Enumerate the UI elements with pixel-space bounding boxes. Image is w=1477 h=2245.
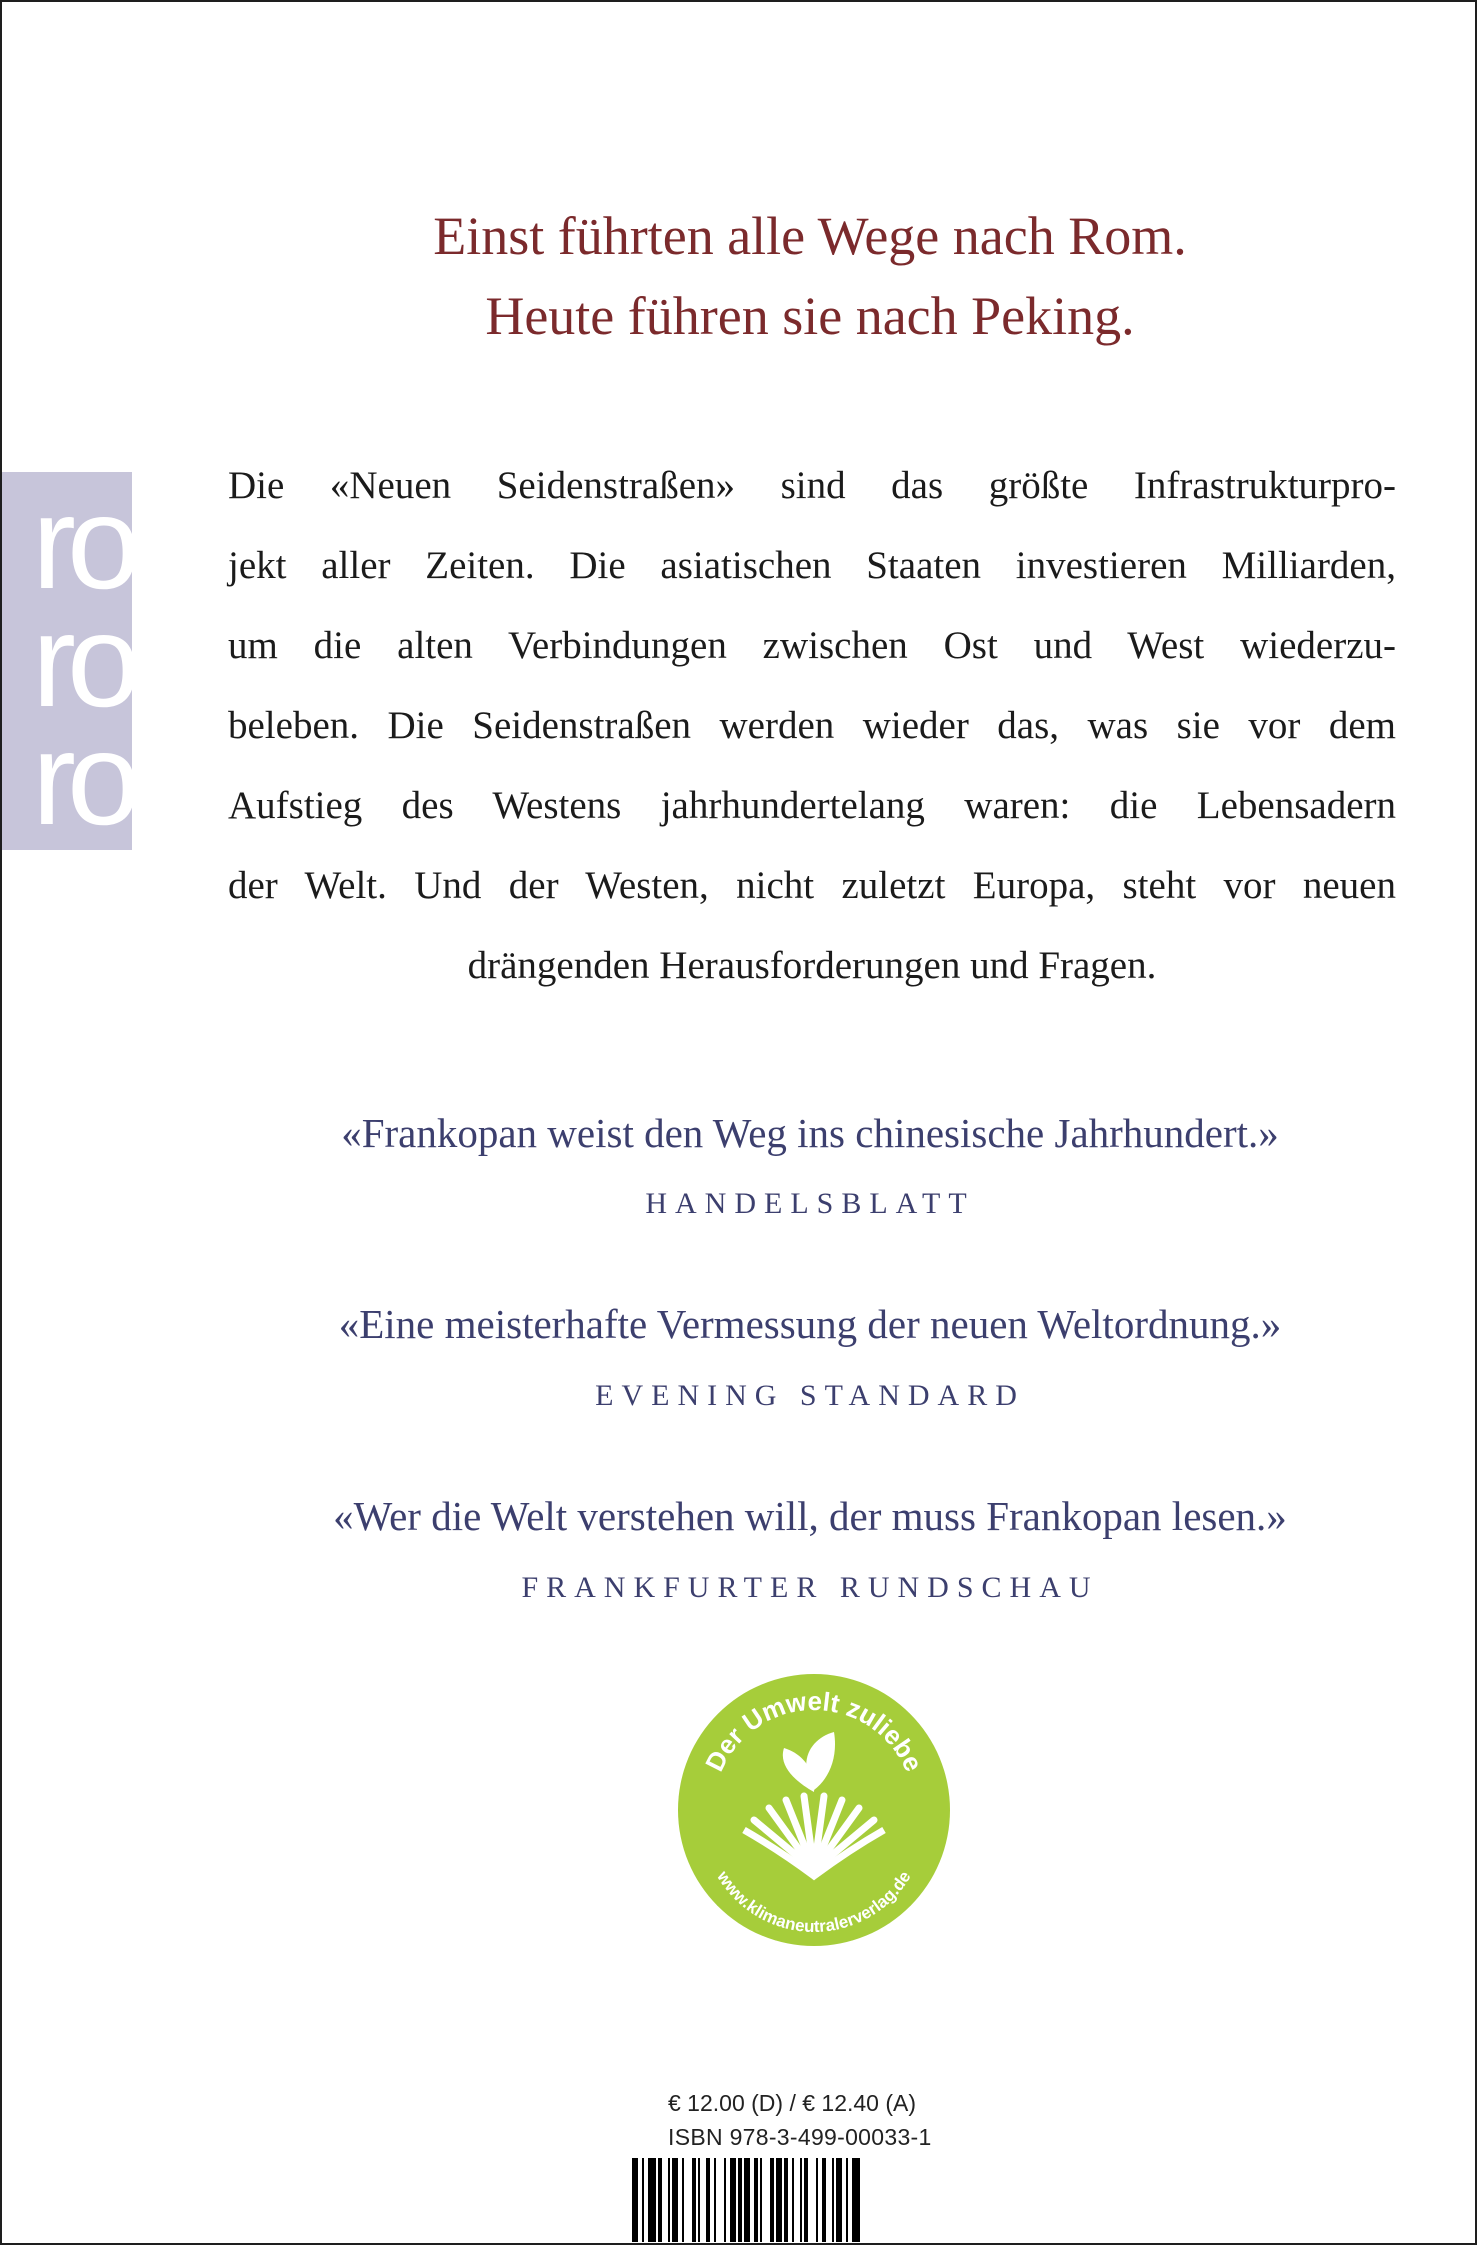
barcode-bar	[792, 2158, 794, 2242]
blurb-line-2: jekt aller Zeiten. Die asiatischen Staaten investieren Milliarden,	[228, 544, 1396, 587]
headline-line-2: Heute führen sie nach Peking.	[485, 286, 1135, 346]
barcode-bar	[852, 2158, 860, 2242]
barcode-bar	[714, 2158, 716, 2242]
price: € 12.00 (D) / € 12.40 (A)	[668, 2090, 917, 2116]
barcode-bar	[738, 2158, 742, 2242]
barcode-bar	[692, 2158, 696, 2242]
barcode-bar	[724, 2158, 726, 2242]
barcode-bar	[836, 2158, 842, 2242]
barcode-bar	[744, 2158, 750, 2242]
barcode-bar	[800, 2158, 802, 2242]
blurb-line-5: Aufstieg des Westens jahrhundertelang waren: die Lebensadern	[228, 784, 1396, 827]
quote-3: «Wer die Welt verstehen will, der muss Frankopan lesen.»	[333, 1493, 1287, 1539]
barcode-bar	[804, 2158, 808, 2242]
barcode-bar	[832, 2158, 834, 2242]
barcode-bar	[822, 2158, 826, 2242]
barcode-bar	[770, 2158, 774, 2242]
rororo-logo	[2, 472, 132, 850]
barcode-bar	[698, 2158, 700, 2242]
eco-badge-bottom-text: www.klimaneutralerverlag.de	[713, 1867, 915, 1937]
barcode-bar	[632, 2158, 638, 2242]
barcode-bar	[784, 2158, 788, 2242]
barcode-bar	[672, 2158, 678, 2242]
quote-3-source: FRANKFURTER RUNDSCHAU	[521, 1571, 1099, 1604]
barcode-bar	[760, 2158, 762, 2242]
eco-badge	[674, 1670, 954, 1950]
barcode-bar	[754, 2158, 758, 2242]
barcode-bar	[846, 2158, 848, 2242]
barcode-bar	[816, 2158, 818, 2242]
blurb-line-4: beleben. Die Seidenstraßen werden wieder das, was sie vor dem	[228, 704, 1396, 747]
quote-1: «Frankopan weist den Weg ins chinesische Jahrhundert.»	[341, 1110, 1279, 1156]
barcode-bar	[706, 2158, 710, 2242]
barcode-bar	[682, 2158, 684, 2242]
barcode	[630, 2158, 970, 2242]
quote-2-source: EVENING STANDARD	[595, 1379, 1025, 1412]
barcode-bar	[668, 2158, 670, 2242]
headline-line-1: Einst führten alle Wege nach Rom.	[433, 206, 1187, 266]
barcode-bar	[776, 2158, 782, 2242]
blurb-line-6: der Welt. Und der Westen, nicht zuletzt Europa, steht vor neuen	[228, 864, 1396, 907]
isbn: ISBN 978-3-499-00033-1	[668, 2124, 932, 2150]
logo-wordmark-1: ro	[32, 472, 132, 616]
blurb-line-1: Die «Neuen Seidenstraßen» sind das größte Infrastrukturpro-	[228, 464, 1396, 507]
barcode-bar	[642, 2158, 644, 2242]
quote-1-source: HANDELSBLATT	[645, 1187, 975, 1220]
barcode-bar	[658, 2158, 662, 2242]
blurb-line-3: um die alten Verbindungen zwischen Ost und West wiederzu-	[228, 624, 1396, 667]
blurb-line-7: drängenden Herausforderungen und Fragen.	[467, 944, 1157, 987]
logo-wordmark-2: ro	[32, 587, 132, 734]
barcode-bar	[648, 2158, 656, 2242]
barcode-bar	[730, 2158, 736, 2242]
logo-wordmark-3: ro	[32, 705, 132, 850]
eco-badge-top-text: Der Umwelt zuliebe	[699, 1685, 929, 1776]
quote-2: «Eine meisterhafte Vermessung der neuen Weltordnung.»	[338, 1301, 1282, 1347]
